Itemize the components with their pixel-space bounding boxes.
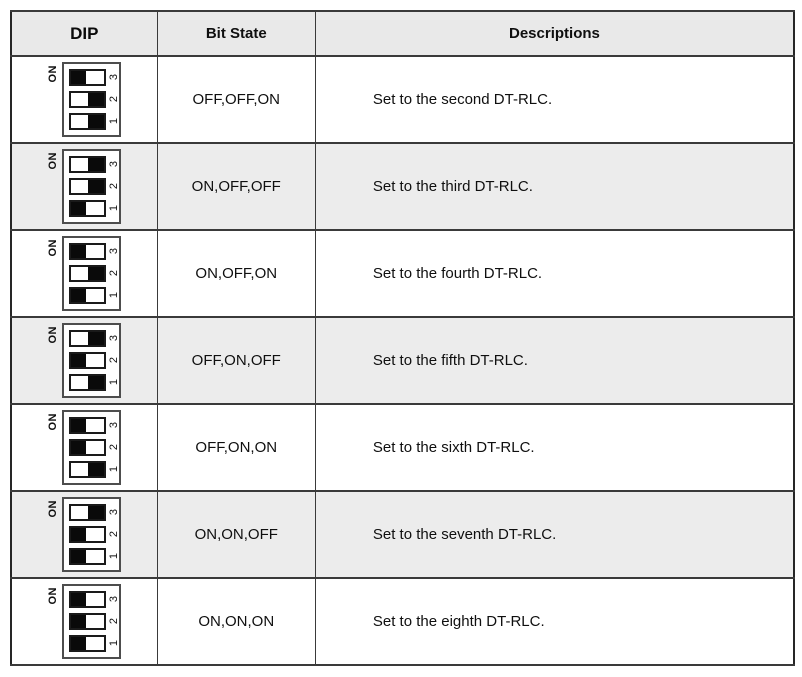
dip-switch-box xyxy=(62,584,121,659)
dip-on-label: ON xyxy=(46,326,59,344)
dip-switch-1-track xyxy=(69,461,106,478)
dip-switch-1-number-label: 1 xyxy=(107,205,120,212)
dip-switch-box xyxy=(62,62,121,137)
dip-switch-row xyxy=(69,287,119,304)
dip-switch-2-number-label: 2 xyxy=(107,531,120,538)
dip-switch-widget xyxy=(12,410,157,485)
dip-switch-row xyxy=(69,635,119,652)
dip-switch-1-number-label: 1 xyxy=(107,640,120,647)
dip-on-label: ON xyxy=(46,413,59,431)
dip-switch-knob xyxy=(71,289,87,302)
dip-cell xyxy=(11,491,157,578)
dip-cell xyxy=(11,143,157,230)
description-cell: Set to the sixth DT-RLC. xyxy=(315,404,794,491)
dip-switch-widget xyxy=(12,584,157,659)
dip-switch-3-number-label: 3 xyxy=(107,248,120,255)
dip-switch-2-track xyxy=(69,613,106,630)
dip-switch-2-number-label: 2 xyxy=(107,96,120,103)
bit-state-cell: ON,OFF,OFF xyxy=(157,143,315,230)
header-cell-bit-state: Bit State xyxy=(157,11,315,56)
dip-switch-3-number-label: 3 xyxy=(107,596,120,603)
dip-switch-widget xyxy=(12,323,157,398)
dip-switch-knob xyxy=(88,376,104,389)
dip-switch-2-number-label: 2 xyxy=(107,357,120,364)
dip-switch-row xyxy=(69,461,119,478)
dip-on-label: ON xyxy=(46,65,59,83)
dip-switch-knob xyxy=(71,202,87,215)
dip-switch-3-track xyxy=(69,156,106,173)
table-row xyxy=(11,578,794,665)
dip-switch-row xyxy=(69,374,119,391)
dip-switch-row xyxy=(69,591,119,608)
dip-switch-row xyxy=(69,91,119,108)
dip-switch-box xyxy=(62,410,121,485)
header-cell-dip: DIP xyxy=(11,11,157,56)
dip-settings-table xyxy=(10,10,795,666)
dip-cell xyxy=(11,56,157,143)
dip-on-label: ON xyxy=(46,239,59,257)
dip-switch-box xyxy=(62,149,121,224)
dip-switch-1-number-label: 1 xyxy=(107,553,120,560)
dip-switch-knob xyxy=(88,332,104,345)
dip-on-label: ON xyxy=(46,152,59,170)
dip-switch-knob xyxy=(88,180,104,193)
dip-switch-knob xyxy=(71,550,87,563)
dip-cell xyxy=(11,578,157,665)
dip-switch-1-track xyxy=(69,287,106,304)
dip-switch-1-track xyxy=(69,548,106,565)
dip-switch-2-track xyxy=(69,178,106,195)
dip-switch-2-number-label: 2 xyxy=(107,618,120,625)
description-cell: Set to the fifth DT-RLC. xyxy=(315,317,794,404)
dip-switch-2-number-label: 2 xyxy=(107,183,120,190)
dip-switch-3-track xyxy=(69,504,106,521)
table-row xyxy=(11,317,794,404)
header-row xyxy=(11,11,794,56)
table-row xyxy=(11,230,794,317)
dip-switch-1-number-label: 1 xyxy=(107,379,120,386)
dip-on-label: ON xyxy=(46,587,59,605)
dip-switch-row xyxy=(69,265,119,282)
dip-switch-knob xyxy=(71,71,87,84)
dip-switch-row xyxy=(69,417,119,434)
dip-switch-knob xyxy=(71,615,87,628)
dip-switch-row xyxy=(69,156,119,173)
dip-switch-1-number-label: 1 xyxy=(107,292,120,299)
dip-switch-widget xyxy=(12,236,157,311)
dip-switch-widget xyxy=(12,62,157,137)
dip-switch-row xyxy=(69,113,119,130)
dip-switch-knob xyxy=(88,93,104,106)
dip-switch-row xyxy=(69,69,119,86)
dip-switch-row xyxy=(69,200,119,217)
dip-cell xyxy=(11,404,157,491)
description-cell: Set to the seventh DT-RLC. xyxy=(315,491,794,578)
dip-switch-row xyxy=(69,178,119,195)
dip-cell xyxy=(11,317,157,404)
dip-switch-box xyxy=(62,236,121,311)
dip-switch-knob xyxy=(71,419,87,432)
dip-switch-knob xyxy=(88,158,104,171)
table-row xyxy=(11,143,794,230)
dip-switch-knob xyxy=(71,593,87,606)
dip-switch-knob xyxy=(71,637,87,650)
dip-switch-widget xyxy=(12,497,157,572)
dip-switch-row xyxy=(69,330,119,347)
dip-switch-3-track xyxy=(69,417,106,434)
dip-switch-row xyxy=(69,243,119,260)
dip-switch-row xyxy=(69,504,119,521)
dip-switch-2-track xyxy=(69,439,106,456)
dip-switch-3-number-label: 3 xyxy=(107,422,120,429)
dip-switch-3-track xyxy=(69,69,106,86)
description-cell: Set to the second DT-RLC. xyxy=(315,56,794,143)
dip-switch-knob xyxy=(71,354,87,367)
dip-switch-knob xyxy=(71,441,87,454)
description-cell: Set to the eighth DT-RLC. xyxy=(315,578,794,665)
dip-switch-2-number-label: 2 xyxy=(107,444,120,451)
dip-switch-row xyxy=(69,352,119,369)
dip-switch-widget xyxy=(12,149,157,224)
header-cell-descriptions: Descriptions xyxy=(315,11,794,56)
bit-state-cell: OFF,ON,ON xyxy=(157,404,315,491)
bit-state-cell: OFF,OFF,ON xyxy=(157,56,315,143)
dip-switch-1-track xyxy=(69,113,106,130)
dip-switch-row xyxy=(69,613,119,630)
description-cell: Set to the third DT-RLC. xyxy=(315,143,794,230)
dip-switch-knob xyxy=(71,528,87,541)
dip-cell xyxy=(11,230,157,317)
dip-switch-3-track xyxy=(69,330,106,347)
dip-switch-knob xyxy=(88,463,104,476)
dip-switch-2-track xyxy=(69,265,106,282)
dip-switch-1-number-label: 1 xyxy=(107,118,120,125)
dip-on-label: ON xyxy=(46,500,59,518)
dip-switch-1-track xyxy=(69,635,106,652)
dip-switch-2-track xyxy=(69,91,106,108)
dip-switch-3-track xyxy=(69,243,106,260)
dip-switch-1-track xyxy=(69,200,106,217)
dip-switch-3-number-label: 3 xyxy=(107,335,120,342)
dip-switch-box xyxy=(62,323,121,398)
dip-switch-knob xyxy=(88,506,104,519)
dip-switch-row xyxy=(69,439,119,456)
dip-switch-2-number-label: 2 xyxy=(107,270,120,277)
dip-switch-knob xyxy=(88,267,104,280)
dip-switch-row xyxy=(69,548,119,565)
dip-switch-row xyxy=(69,526,119,543)
bit-state-cell: ON,ON,ON xyxy=(157,578,315,665)
dip-switch-2-track xyxy=(69,352,106,369)
bit-state-cell: ON,ON,OFF xyxy=(157,491,315,578)
dip-switch-knob xyxy=(71,245,87,258)
dip-switch-box xyxy=(62,497,121,572)
dip-switch-1-number-label: 1 xyxy=(107,466,120,473)
bit-state-cell: ON,OFF,ON xyxy=(157,230,315,317)
dip-switch-knob xyxy=(88,115,104,128)
dip-switch-3-track xyxy=(69,591,106,608)
table-row xyxy=(11,404,794,491)
dip-switch-3-number-label: 3 xyxy=(107,509,120,516)
table-row xyxy=(11,56,794,143)
bit-state-cell: OFF,ON,OFF xyxy=(157,317,315,404)
table-row xyxy=(11,491,794,578)
dip-switch-1-track xyxy=(69,374,106,391)
dip-switch-3-number-label: 3 xyxy=(107,161,120,168)
description-cell: Set to the fourth DT-RLC. xyxy=(315,230,794,317)
dip-switch-3-number-label: 3 xyxy=(107,74,120,81)
dip-switch-2-track xyxy=(69,526,106,543)
table-body xyxy=(11,56,794,665)
table-header xyxy=(11,11,794,56)
